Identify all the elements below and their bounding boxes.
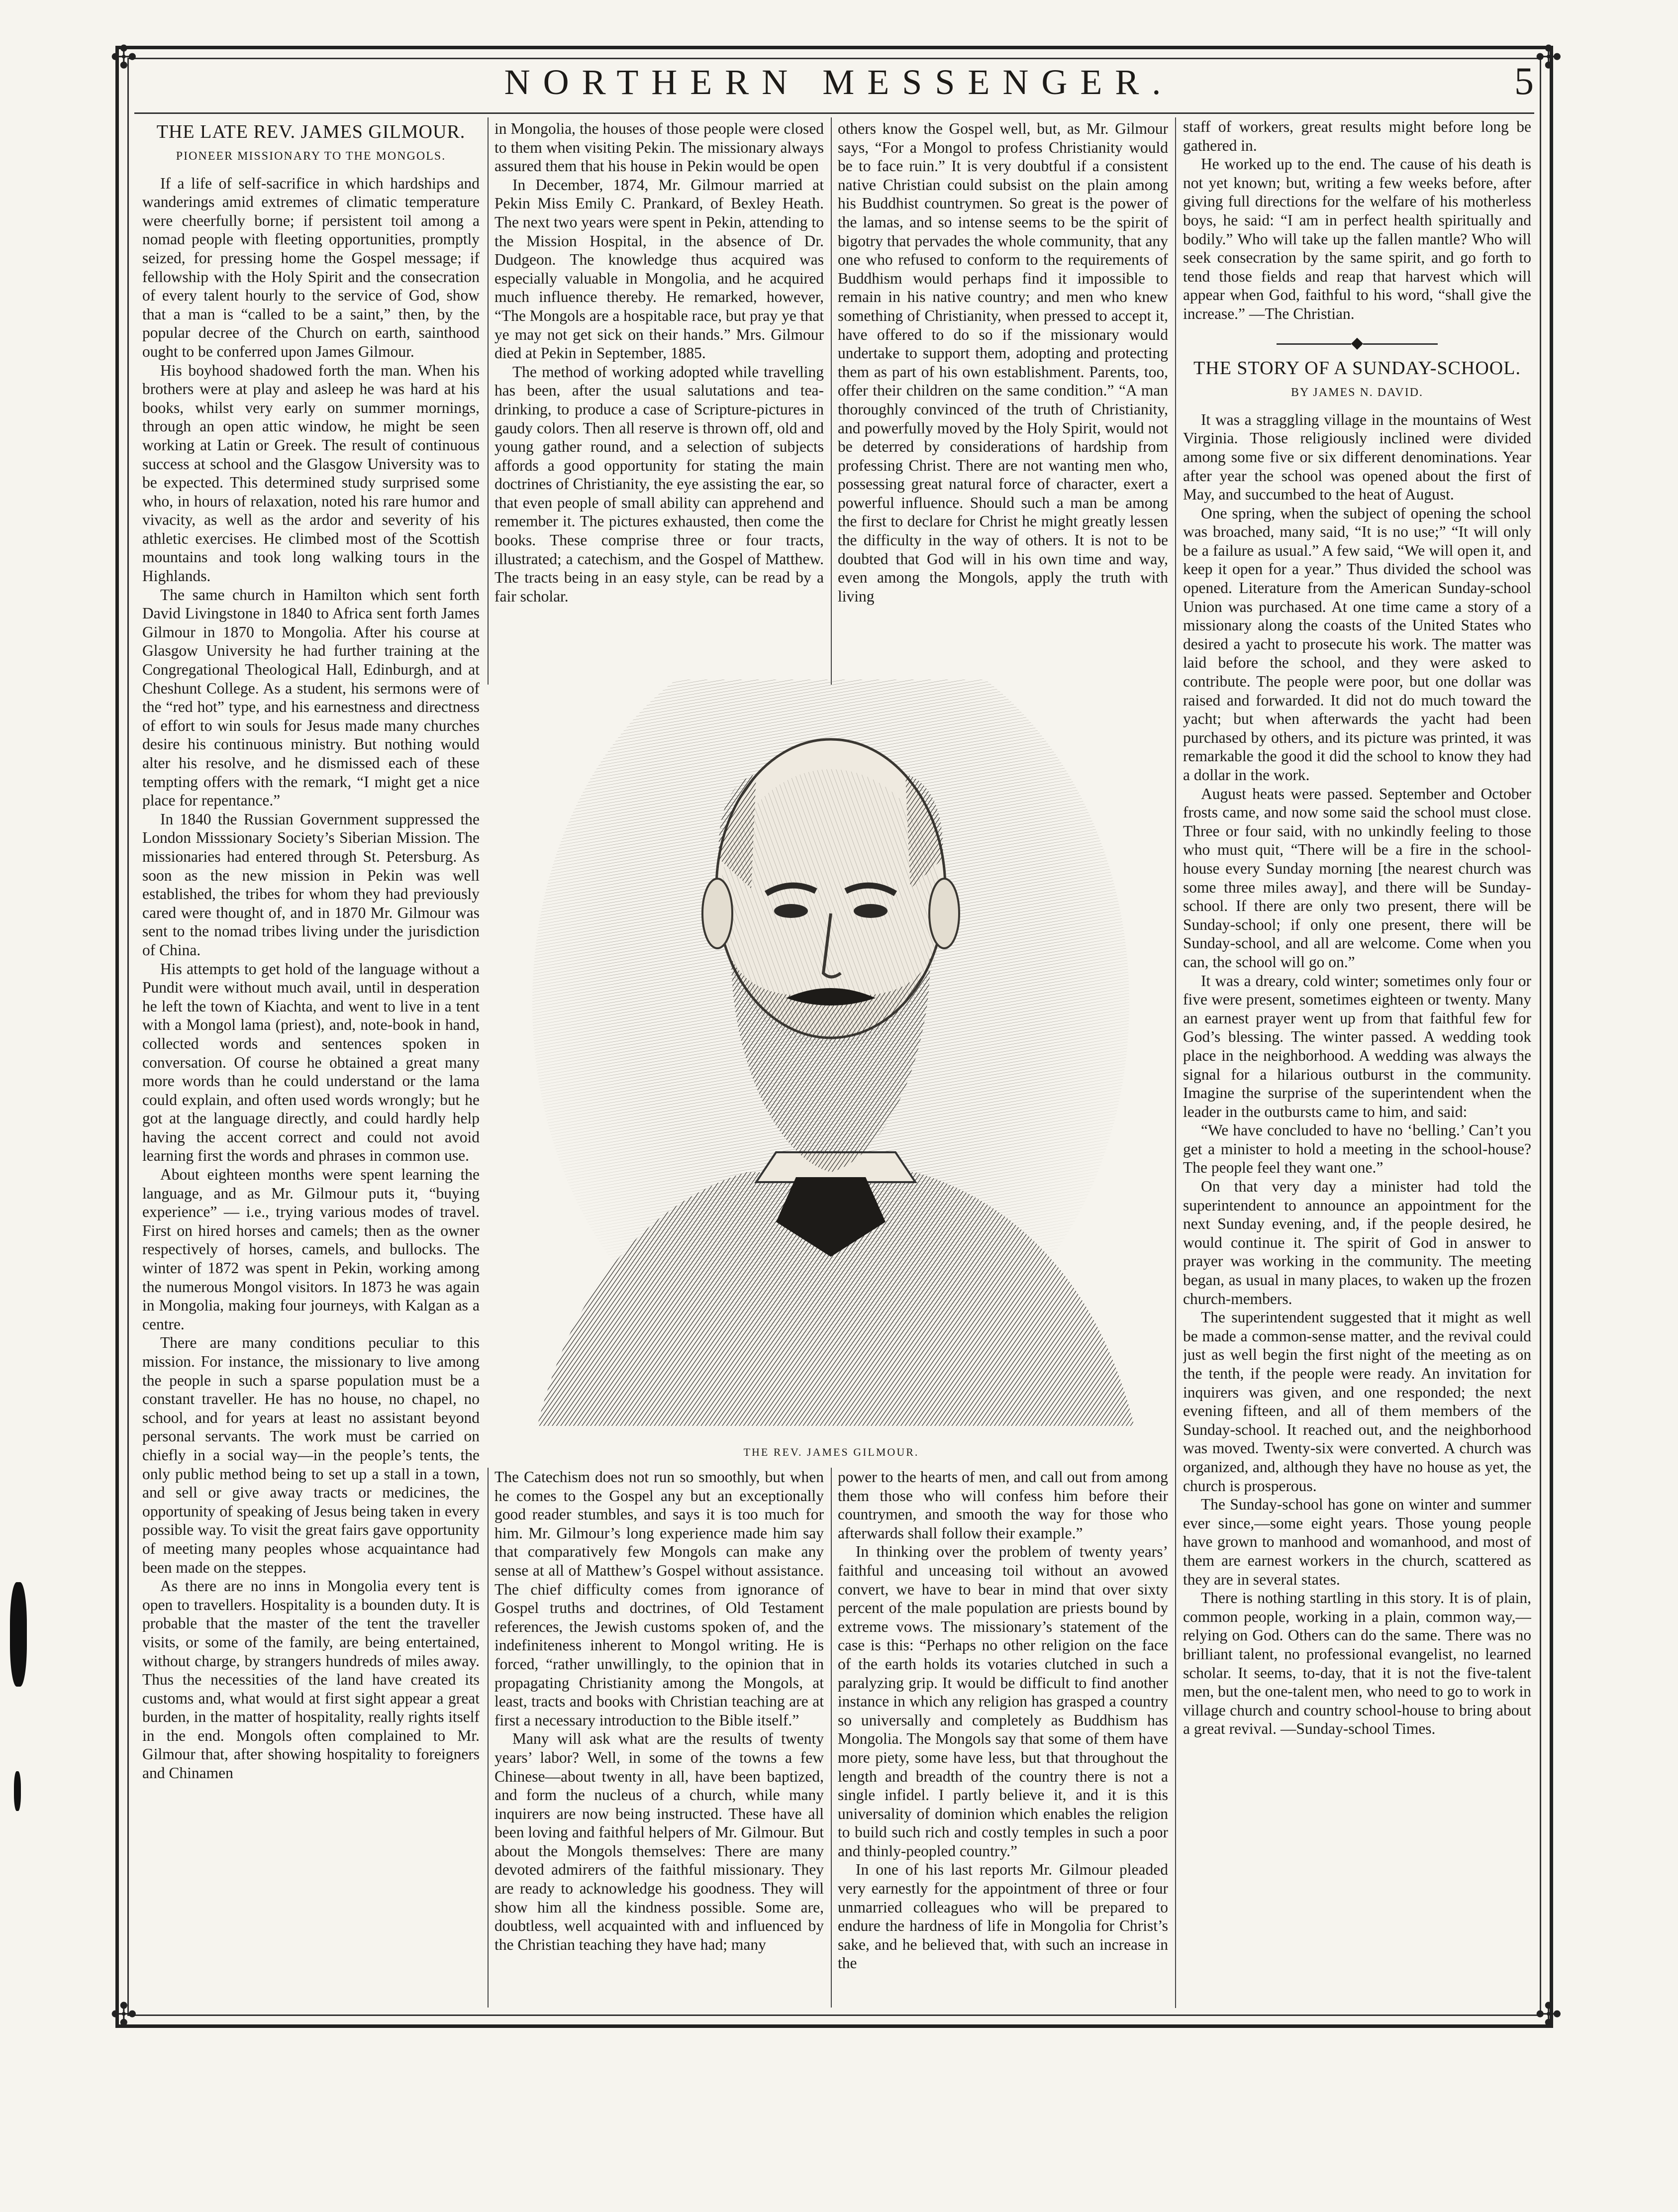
page-number: 5 <box>1514 59 1534 102</box>
paragraph: “We have concluded to have no ‘belling.’ Can’t you get a minister to hold a meeting in the school-house? The people feel they want one.” <box>1183 1121 1531 1177</box>
column-2-bottom <box>494 1468 824 2008</box>
column-divider <box>831 1468 832 2008</box>
portrait-caption: THE REV. JAMES GILMOUR. <box>743 1446 919 1458</box>
column-divider <box>1175 117 1176 2008</box>
corner-ornament-icon: ✣ <box>110 1997 137 2033</box>
corner-ornament-icon: ✣ <box>110 39 137 76</box>
paragraph: The superintendent suggested that it might as well be made a common-sense matter, and the revival could just as well begin the first night of the meeting as on the tenth, if the people were ready. An invitation for inquirers was given, and one responded; the next evening fifteen, and all of them members of the Sunday-school. It reached out, and the neighborhood was moved. Twenty-six were converted. A church was organized, and, although they have no house as yet, the church is prosperous. <box>1183 1308 1531 1495</box>
paragraph: The Sunday-school has gone on winter and summer ever since,—some eight years. Those young people have grown to manhood and womanhood, and most of them are earnest workers in the church, scattered as they are in several states. <box>1183 1496 1531 1588</box>
article-title: THE STORY OF A SUNDAY-SCHOOL. <box>1193 358 1521 379</box>
paragraph: In thinking over the problem of twenty years’ faithful and unceasing toil without an avowed convert, we have to bear in mind that over sixty percent of the male population are priests bound by extreme vows. The missionary’s statement of the case is this: “Perhaps no other religion on the face of the earth holds its votaries clutched in such a paralyzing grip. It would be difficult to find another instance in which any religion has grasped a country so universally and completely as Buddhism has Mongolia. The Mongols say that some of them have more piety, some have less, but that throughout the length and breadth of the country there is not a single infidel. I partly believe it, and it is this universality of dominion which enables the religion to build such rich and costly temples in such a poor and thinly-peopled country.” <box>838 1543 1168 1860</box>
paragraph: others know the Gospel well, but, as Mr. Gilmour says, “For a Mongol to profess Christianity would be to face ruin.” It is very doubtful if a consistent native Christian could subsist on the plain among his Buddhist countrymen. So great is the power of the lamas, and so intense seems to be the spirit of bigotry that pervades the whole community, that any one who refused to conform to the requirements of Buddhism would perhaps find it impossible to remain in his native country; and men who knew something of Christianity, when pressed to accept it, have offered to do so if the missionary would undertake to support them, adopting and protecting them as part of his own establishment. Parents, too, offer their children on the same condition.” “A man thoroughly convinced of the truth of Christianity, and powerfully moved by the Holy Spirit, would not be deterred by considerations of hardship from professing Christ. There are not wanting men who, possessing great natural force of character, exert a powerful influence. Should such a man be among the first to declare for Christ he might greatly lessen the difficulty in the way of others. It is not to be doubted that God will in his own time and way, even among the Mongols, apply the truth with living <box>838 120 1168 605</box>
column-1 <box>142 117 480 2008</box>
paragraph: In December, 1874, Mr. Gilmour married at Pekin Miss Emily C. Prankard, of Bexley Heath. The next two years were spent in Pekin, attending to the Mission Hospital, in the absence of Dr. Dudgeon. The knowledge thus acquired was especially valuable in Mongolia, and he acquired much influence thereby. He remarked, however, “The Mongols are a hospitable race, but pray ye that ye may not get sick on their hands.” Mrs. Gilmour died at Pekin in September, 1885. <box>494 176 824 362</box>
column-divider <box>488 117 489 685</box>
paragraph: If a life of self-sacrifice in which hardships and wanderings amid extremes of climatic temperature were cheerfully borne; if persistent toil among a nomad people with fleeting opportunities, promptly seized, for pressing home the Gospel message; if fellowship with the Holy Spirit and the consecration of every talent hourly to the service of God, show that a man is “called to be a saint,” then, by the popular decree of the Church on earth, sainthood ought to be conferred upon James Gilmour. <box>142 174 480 360</box>
article-subtitle: PIONEER MISSIONARY TO THE MONGOLS. <box>176 150 446 163</box>
column-3-bottom <box>838 1468 1168 2008</box>
paragraph: The same church in Hamilton which sent forth David Livingstone in 1840 to Africa sent forth James Gilmour in 1870 to Mongolia. After his course at Glasgow University he had further training at the Congregational Theological Hall, Edinburgh, and at Cheshunt College. As a student, his sermons were of the “red hot” type, and his earnestness and directness of effort to win souls for Jesus made many churches desire his continuous ministry. But nothing would alter his resolve, and he dismissed each of these tempting offers with the remark, “I might get a nice place for repentance.” <box>142 586 480 809</box>
paragraph: About eighteen months were spent learning the language, and as Mr. Gilmour puts it, “buying experience” — i.e., trying various modes of travel. First on hired horses and camels; then as the owner respectively of horses, camels, and bullocks. The winter of 1872 was spent in Pekin, working among the numerous Mongol visitors. In 1873 he was again in Mongolia, making four journeys, with Kalgan as a centre. <box>142 1166 480 1333</box>
paragraph: As there are no inns in Mongolia every tent is open to travellers. Hospitality is a bounden duty. It is probable that the master of the tent the traveller visits, or some of the family, are being entertained, without charge, by strangers hundreds of miles away. Thus the necessities of the land have created its customs and, what would at first sight appear a great burden, in the matter of hospitality, really rights itself in the end. Mongols often complained to Mr. Gilmour that, after showing hospitality to foreigners and Chinamen <box>142 1577 480 1782</box>
paragraph: power to the hearts of men, and call out from among them those who will confess him before their countrymen, and smooth the way for those who afterwards shall follow their example.” <box>838 1468 1168 1542</box>
paragraph: On that very day a minister had told the superintendent to announce an appointment for the next Sunday evening, and, if the people desired, he would continue it. The spirit of God in answer to prayer was working in the community. The meeting began, as usual in many places, to waken up the frozen church-members. <box>1183 1178 1531 1307</box>
paragraph: August heats were passed. September and October frosts came, and now some said the school must close. Three or four said, with no unkindly feeling to those who must quit, “There will be a fire in the school-house every Sunday morning [the nearest church was some three miles away], and there will be Sunday-school. If there are only two present, there will be Sunday-school; if only one present, there will be Sunday-school, and all are welcome. Come when you can, the school will go on.” <box>1183 785 1531 971</box>
paragraph: staff of workers, great results might before long be gathered in. <box>1183 118 1531 154</box>
paragraph: It was a dreary, cold winter; sometimes only four or five were present, sometimes eighteen or twenty. Many an earnest prayer went up from that faithful few for God’s blessing. The winter passed. A wedding took place in the neighborhood. A wedding was always the signal for a hilarious outburst in the community. Imagine the surprise of the superintendent when the leader in the outbursts came to him, and said: <box>1183 972 1531 1120</box>
paragraph: The Catechism does not run so smoothly, but when he comes to the Gospel any but an exceptionally good reader stumbles, and says it is too much for him. Mr. Gilmour’s long experience made him say that comparatively few Mongols can make any sense at all of Matthew’s Gospel without assistance. The chief difficulty comes from ignorance of Gospel truths and doctrines, of Old Testament references, the Jewish customs spoken of, and the indefiniteness inherent to Mongol writing. He is forced, “rather unwillingly, to the opinion that in propagating Christianity among the Mongols, at least, tracts and books with Christian teaching are at first a necessary introduction to the Bible itself.” <box>494 1468 824 1729</box>
portrait-engraving <box>517 680 1145 1436</box>
paragraph: in Mongolia, the houses of those people were closed to them when visiting Pekin. The missionary always assured them that his house in Pekin would be open <box>494 120 824 175</box>
paragraph: One spring, when the subject of opening the school was broached, many said, “It is no use;” “It will only be a failure as usual.” A few said, “We will open it, and keep it open for a year.” Thus divided the school was opened. Literature from the American Sunday-school Union was purchased. At one time came a story of a missionary along the coasts of the United States who desired a yacht to prosecute his work. The matter was laid before the school, and they were asked to contribute. The people were poor, but one dollar was raised and forwarded. It did not do much toward the yacht; but when afterwards the yacht had been purchased by others, and its picture was printed, it was remarkable the good it did the school to know they had a dollar in the work. <box>1183 504 1531 784</box>
corner-ornament-icon: ✣ <box>1535 39 1562 76</box>
column-divider <box>831 117 832 685</box>
ink-blot <box>10 1582 27 1687</box>
paragraph: There is nothing startling in this story. It is of plain, common people, working in a plain, common way,—relying on God. Others can do the same. There was no brilliant talent, no professional evangelist, no learned scholar. It seems, to-day, that it is not the five-talent men, but the one-talent men, who need to go to work in village church and country school-house to bring about a great revival. —Sunday-school Times. <box>1183 1589 1531 1738</box>
masthead-rule <box>134 112 1534 114</box>
paragraph: The method of working adopted while travelling has been, after the usual salutations and tea-drinking, to produce a case of Scripture-pictures in gaudy colors. Then all reserve is thrown off, old and young gather round, and a selection of subjects affords a good opportunity for stating the main doctrines of Christianity, the eye assisting the ear, so that even people of small ability can apprehend and remember it. The pictures exhausted, then come the books. These comprise three or four tracts, illustrated; a catechism, and the Gospel of Matthew. The tracts being in an easy style, can be read by a fair scholar. <box>494 363 824 605</box>
column-3-top <box>838 119 1168 682</box>
masthead: NORTHERN MESSENGER. <box>504 62 1174 102</box>
paragraph: He worked up to the end. The cause of his death is not yet known; but, writing a few weeks before, after giving full directions for the welfare of his motherless boys, he said: “I am in perfect health spiritually and bodily.” Who will take up the fallen mantle? Who will seek consecration by the same spirit, and go forth to tend those fields and reap that harvest which will appear when God, faithful to his word, “shall give the increase.” —The Christian. <box>1183 155 1531 322</box>
column-divider <box>488 1468 489 2008</box>
paragraph: Many will ask what are the results of twenty years’ labor? Well, in some of the towns a few Chinese—about twenty in all, have been baptized, and form the nucleus of a church, while many inquirers are now being instructed. These have all been loving and faithful helpers of Mr. Gilmour. But about the Mongols themselves: There are many devoted admirers of the faithful missionary. They are ready to acknowledge his goodness. They will show him all the kindness possible. Some are, doubtless, well acquainted with and influenced by the Christian teaching they have had; many <box>494 1730 824 1953</box>
article-byline: BY JAMES N. DAVID. <box>1290 386 1424 400</box>
corner-ornament-icon: ✣ <box>1535 1997 1562 2033</box>
paragraph: His boyhood shadowed forth the man. When his brothers were at play and asleep he was hard at his books, whilst very early on summer mornings, through an open attic window, he might be seen working at Latin or Greek. The result of continuous success at school and the Glasgow University was to be expected. This determined study surprised some who, in hours of relaxation, noted his rare humor and vivacity, as well as the ardor and severity of his athletic exercises. He climbed most of the Scottish mountains and took long walking tours in the Highlands. <box>142 361 480 585</box>
paragraph: There are many conditions peculiar to this mission. For instance, the missionary to live among the people in such a sparse population must be a constant traveller. He has no house, no chapel, no school, and for years at least no assistant beyond personal servants. The work must be carried on chiefly in a social way—in the people’s tents, the only public method being to set up a stall in a town, and sell or give away tracts or medicines, the opportunity of speaking of Jesus being taken in every possible way. To visit the great fairs gave opportunity of meeting many peoples whose acquaintance had been made on the steppes. <box>142 1334 480 1576</box>
ink-blot <box>14 1771 21 1811</box>
column-4 <box>1183 117 1531 2008</box>
section-divider: ◆ <box>1183 333 1531 352</box>
column-2-top <box>494 119 824 682</box>
paragraph: In one of his last reports Mr. Gilmour pleaded very earnestly for the appointment of three or four unmarried colleagues who will be prepared to endure the hardness of life in Mongolia for Christ’s sake, and he believed that, with such an increase in the <box>838 1861 1168 1972</box>
paragraph: In 1840 the Russian Government suppressed the London Misssionary Society’s Siberian Mission. The missionaries had entered through St. Petersburg. As soon as the new mission in Pekin was well established, the tribes for whom they had previously cared were thought of, and in 1870 Mr. Gilmour was sent to the nomad tribes living under the jurisdiction of China. <box>142 810 480 959</box>
article-title: THE LATE REV. JAMES GILMOUR. <box>156 121 466 142</box>
paragraph: It was a straggling village in the mountains of West Virginia. Those religiously inclined were divided among some five or six different denominations. Year after year the school was opened about the first of May, and succumbed to the heat of August. <box>1183 410 1531 503</box>
paragraph: His attempts to get hold of the language without a Pundit were without much avail, until in desperation he left the town of Kiachta, and went to live in a tent with a Mongol lama (priest), and, note-book in hand, collected words and sentences spoken in conversation. Of course he obtained a great many more words than he could understand or the lama could explain, and often used words wrongly; but he got at the language directly, and could hardly help having the accent correct and could not avoid learning first the words and phrases in common use. <box>142 960 480 1165</box>
